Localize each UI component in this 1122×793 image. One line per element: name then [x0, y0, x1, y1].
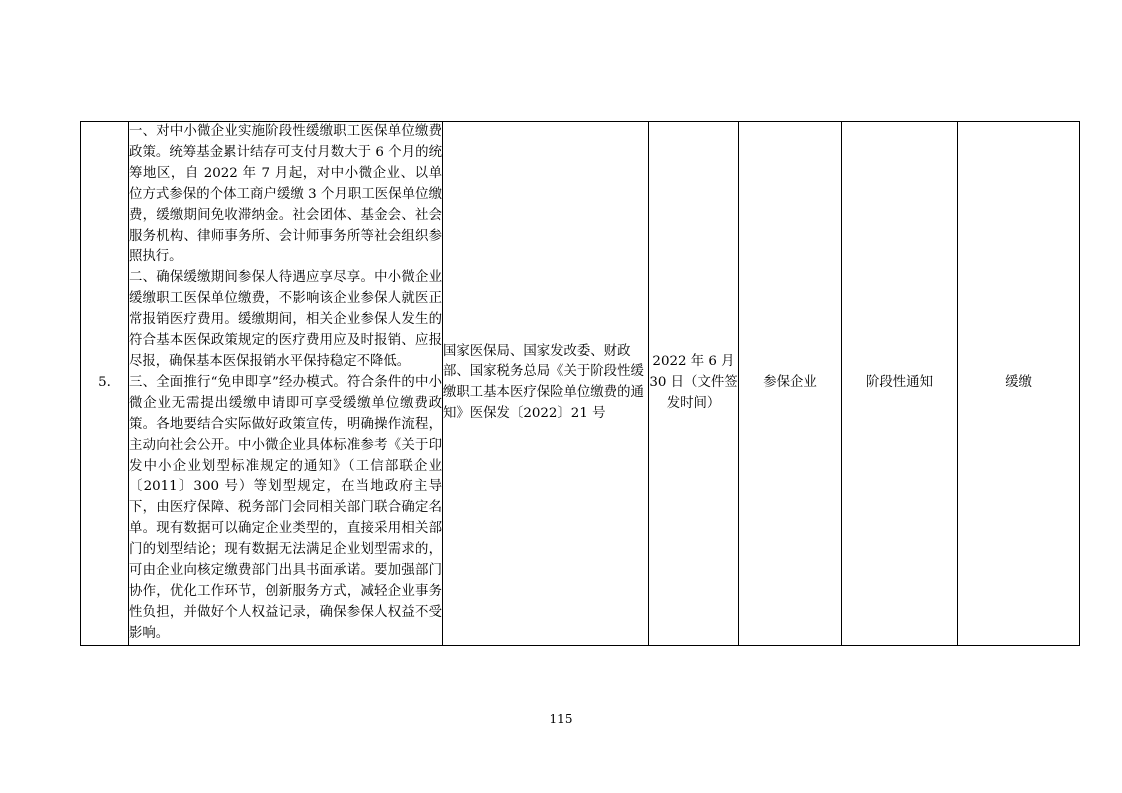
method-cell: 缓缴 [958, 122, 1080, 646]
row-number-cell: 5. [81, 122, 129, 646]
policy-paragraph-1: 一、对中小微企业实施阶段性缓缴职工医保单位缴费政策。统筹基金累计结存可支付月数大于 6 个月的统筹地区，自 2022 年 7 月起，对中小微企业、以单位方式参保的个体工商户缓缴 3 个月职工医保单位缴费，缓缴期间免收滞纳金。社会团体、基金会、社会服务机构、律师事务所、会计师事务所等社会组织参照执行。 [129, 124, 442, 265]
issue-date-cell: 2022 年 6 月 30 日（文件签发时间） [649, 122, 739, 646]
policy-content-cell [129, 122, 443, 646]
policy-basis-cell: 国家医保局、国家发改委、财政部、国家税务总局《关于阶段性缓缴职工基本医疗保险单位缴费的通知》医保发〔2022〕21 号 [443, 122, 649, 646]
policy-type-cell: 阶段性通知 [842, 122, 958, 646]
page-number: 115 [549, 712, 573, 726]
policy-paragraph-2: 二、确保缓缴期间参保人待遇应享尽享。中小微企业缓缴职工医保单位缴费，不影响该企业参保人就医正常报销医疗费用。缓缴期间，相关企业参保人发生的符合基本医保政策规定的医疗费用应及时报销、应报尽报，确保基本医保报销水平保持稳定不降低。 [129, 270, 442, 369]
policy-table [80, 121, 1080, 646]
table-row [81, 122, 1080, 646]
policy-paragraph-3: 三、全面推行“免申即享”经办模式。符合条件的中小微企业无需提出缓缴申请即可享受缓缴单位缴费政策。各地要结合实际做好政策宣传，明确操作流程，主动向社会公开。中小微企业具体标准参考《关于印发中小企业划型标准规定的通知》（工信部联企业〔2011〕300 号）等划型规定，在当地政府主导下，由医疗保障、税务部门会同相关部门联合确定名单。现有数据可以确定企业类型的，直接采用相关部门的划型结论；现有数据无法满足企业划型需求的，可由企业向核定缴费部门出具书面承诺。要加强部门协作，优化工作环节，创新服务方式，减轻企业事务性负担，并做好个人权益记录，确保参保人权益不受影响。 [129, 374, 442, 641]
target-cell: 参保企业 [739, 122, 842, 646]
